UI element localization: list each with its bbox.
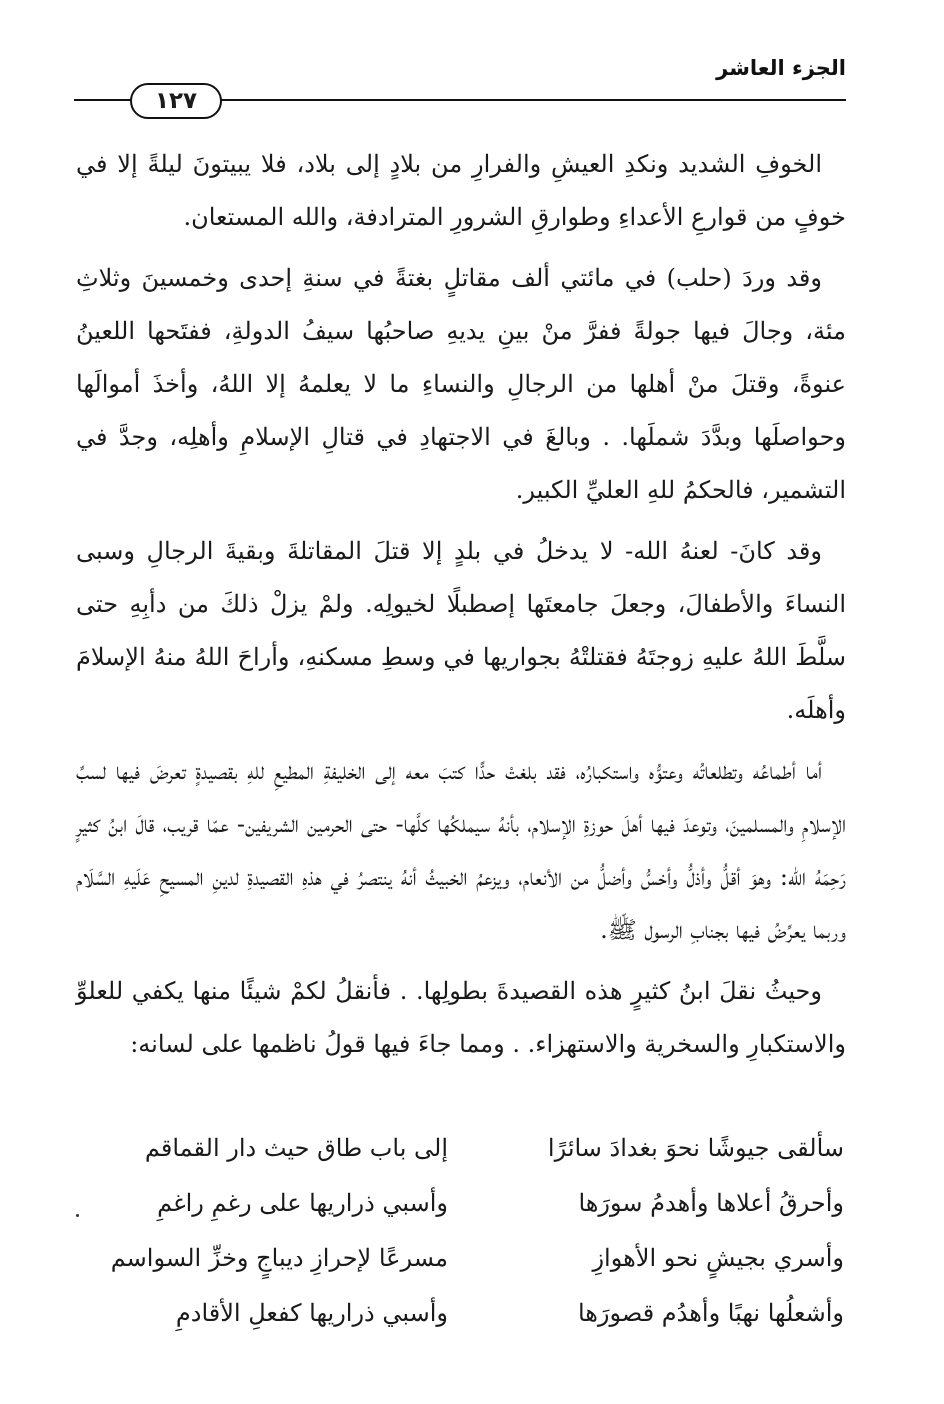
paragraph: وقد كانَ- لعنهُ الله- لا يدخلُ في بلدٍ إلا قتلَ المقاتلةَ وبقيةَ الرجالِ وسبى النساءَ والأطفالَ، وجعلَ جامعتَها إصطبلًا لخيولِه. ولمْ يزلْ ذلكَ من دأبِهِ حتى سلَّطَ اللهُ عليهِ زوجتَهُ فقتلتْهُ بجواريها في وسطِ مسكنهِ، وأراحَ اللهُ منهُ الإسلامَ وأهلَه. [76,537,846,724]
paragraph: وقد وردَ (حلب) في مائتي ألف مقاتلٍ بغتةً في سنةِ إحدى وخمسينَ وثلاثِ مئة، وجالَ فيها جولةً ففرَّ منْ بينِ يديهِ صاحبُها سيفُ الدولةِ، ففتَحها اللعينُ عنوةً، وقتلَ منْ أهلها من الرجالِ والنساءِ ما لا يعلمهُ إلا اللهُ، وأخذَ أموالَها وحواصلَها وبدَّدَ شملَها. . وبالغَ في الاجتهادِ في قتالِ الإسلامِ وأهلِه، وجدَّ في التشمير، فالحكمُ للهِ العليِّ الكبير. [76,264,846,504]
verse-row [78,1120,844,1175]
verse-second-hemistich: وأسبي ذراريها على رغمِ راغمِ [157,1188,448,1217]
verse-row [78,1230,844,1285]
paragraph: أما أطماعُه وتطلعاتُه وعتوُّه واستكبارُه، فقد بلغتْ حدًّا كتبَ معه إلى الخليفةِ المطيعِ للهِ بقصيدةٍ تعرضَ فيها لسبِّ الإسلامِ والمسلمينَ، وتوعدَ فيها أهلَ حوزةِ الإسلام، بأنهُ سيملكُها كلَّها- حتى الحرمين الشريفين- عمّا قريب، قالَ ابنُ كثيرٍ رَحِمَهُ الله: وهوَ أقلُّ وأذلُّ وأخسُّ وأضلُّ من الأنعام، ويزعمُ الخبيثُ أنهُ ينتصرُ في هذهِ القصيدةِ لدينِ المسيحِ عَلَيهِ السَّلَام وربما يعرِّضُ فيها بجنابِ الرسول ﷺ. [76,757,846,944]
verse-first-hemistich: وأشعلُها نهبًا وأهدُم قصورَها [577,1298,844,1327]
page-number: ١٢٧ [130,83,222,119]
running-header-title: الجزء العاشر [716,56,846,80]
verse-second-hemistich: وأسبي ذراريها كفعلِ الأقادمِ [175,1298,448,1327]
paragraph: وحيثُ نقلَ ابنُ كثيرٍ هذه القصيدةَ بطولِها. . فأنقلُ لكمْ شيئًا منها يكفي للعلوِّ والاستكبارِ والسخرية والاستهزاء. . ومما جاءَ فيها قولُ ناظمها على لسانه: [76,977,846,1058]
verse-first-hemistich: وأسري بجيشٍ نحو الأهوازِ [592,1243,844,1272]
verse-first-hemistich: وأحرقُ أعلاها وأهدمُ سورَها [578,1188,844,1217]
poem-verses [78,1120,844,1340]
verse-first-hemistich: سألقى جيوشًا نحوَ بغدادَ سائرًا [547,1133,844,1162]
print-speck [76,1214,79,1217]
verse-second-hemistich: مسرعًا لإحرازِ ديباجٍ وخزِّ السواسم [110,1243,448,1272]
verse-second-hemistich: إلى باب طاق حيث دار القماقم [144,1133,448,1162]
verse-row [78,1175,844,1230]
body-text [76,138,846,1079]
paragraph: الخوفِ الشديد ونكدِ العيشِ والفرارِ من بلادٍ إلى بلاد، فلا يبيتونَ ليلةً إلا في خوفٍ من قوارعِ الأعداءِ وطوارقِ الشرورِ المترادفة، والله المستعان. [76,150,846,231]
verse-row [78,1285,844,1340]
